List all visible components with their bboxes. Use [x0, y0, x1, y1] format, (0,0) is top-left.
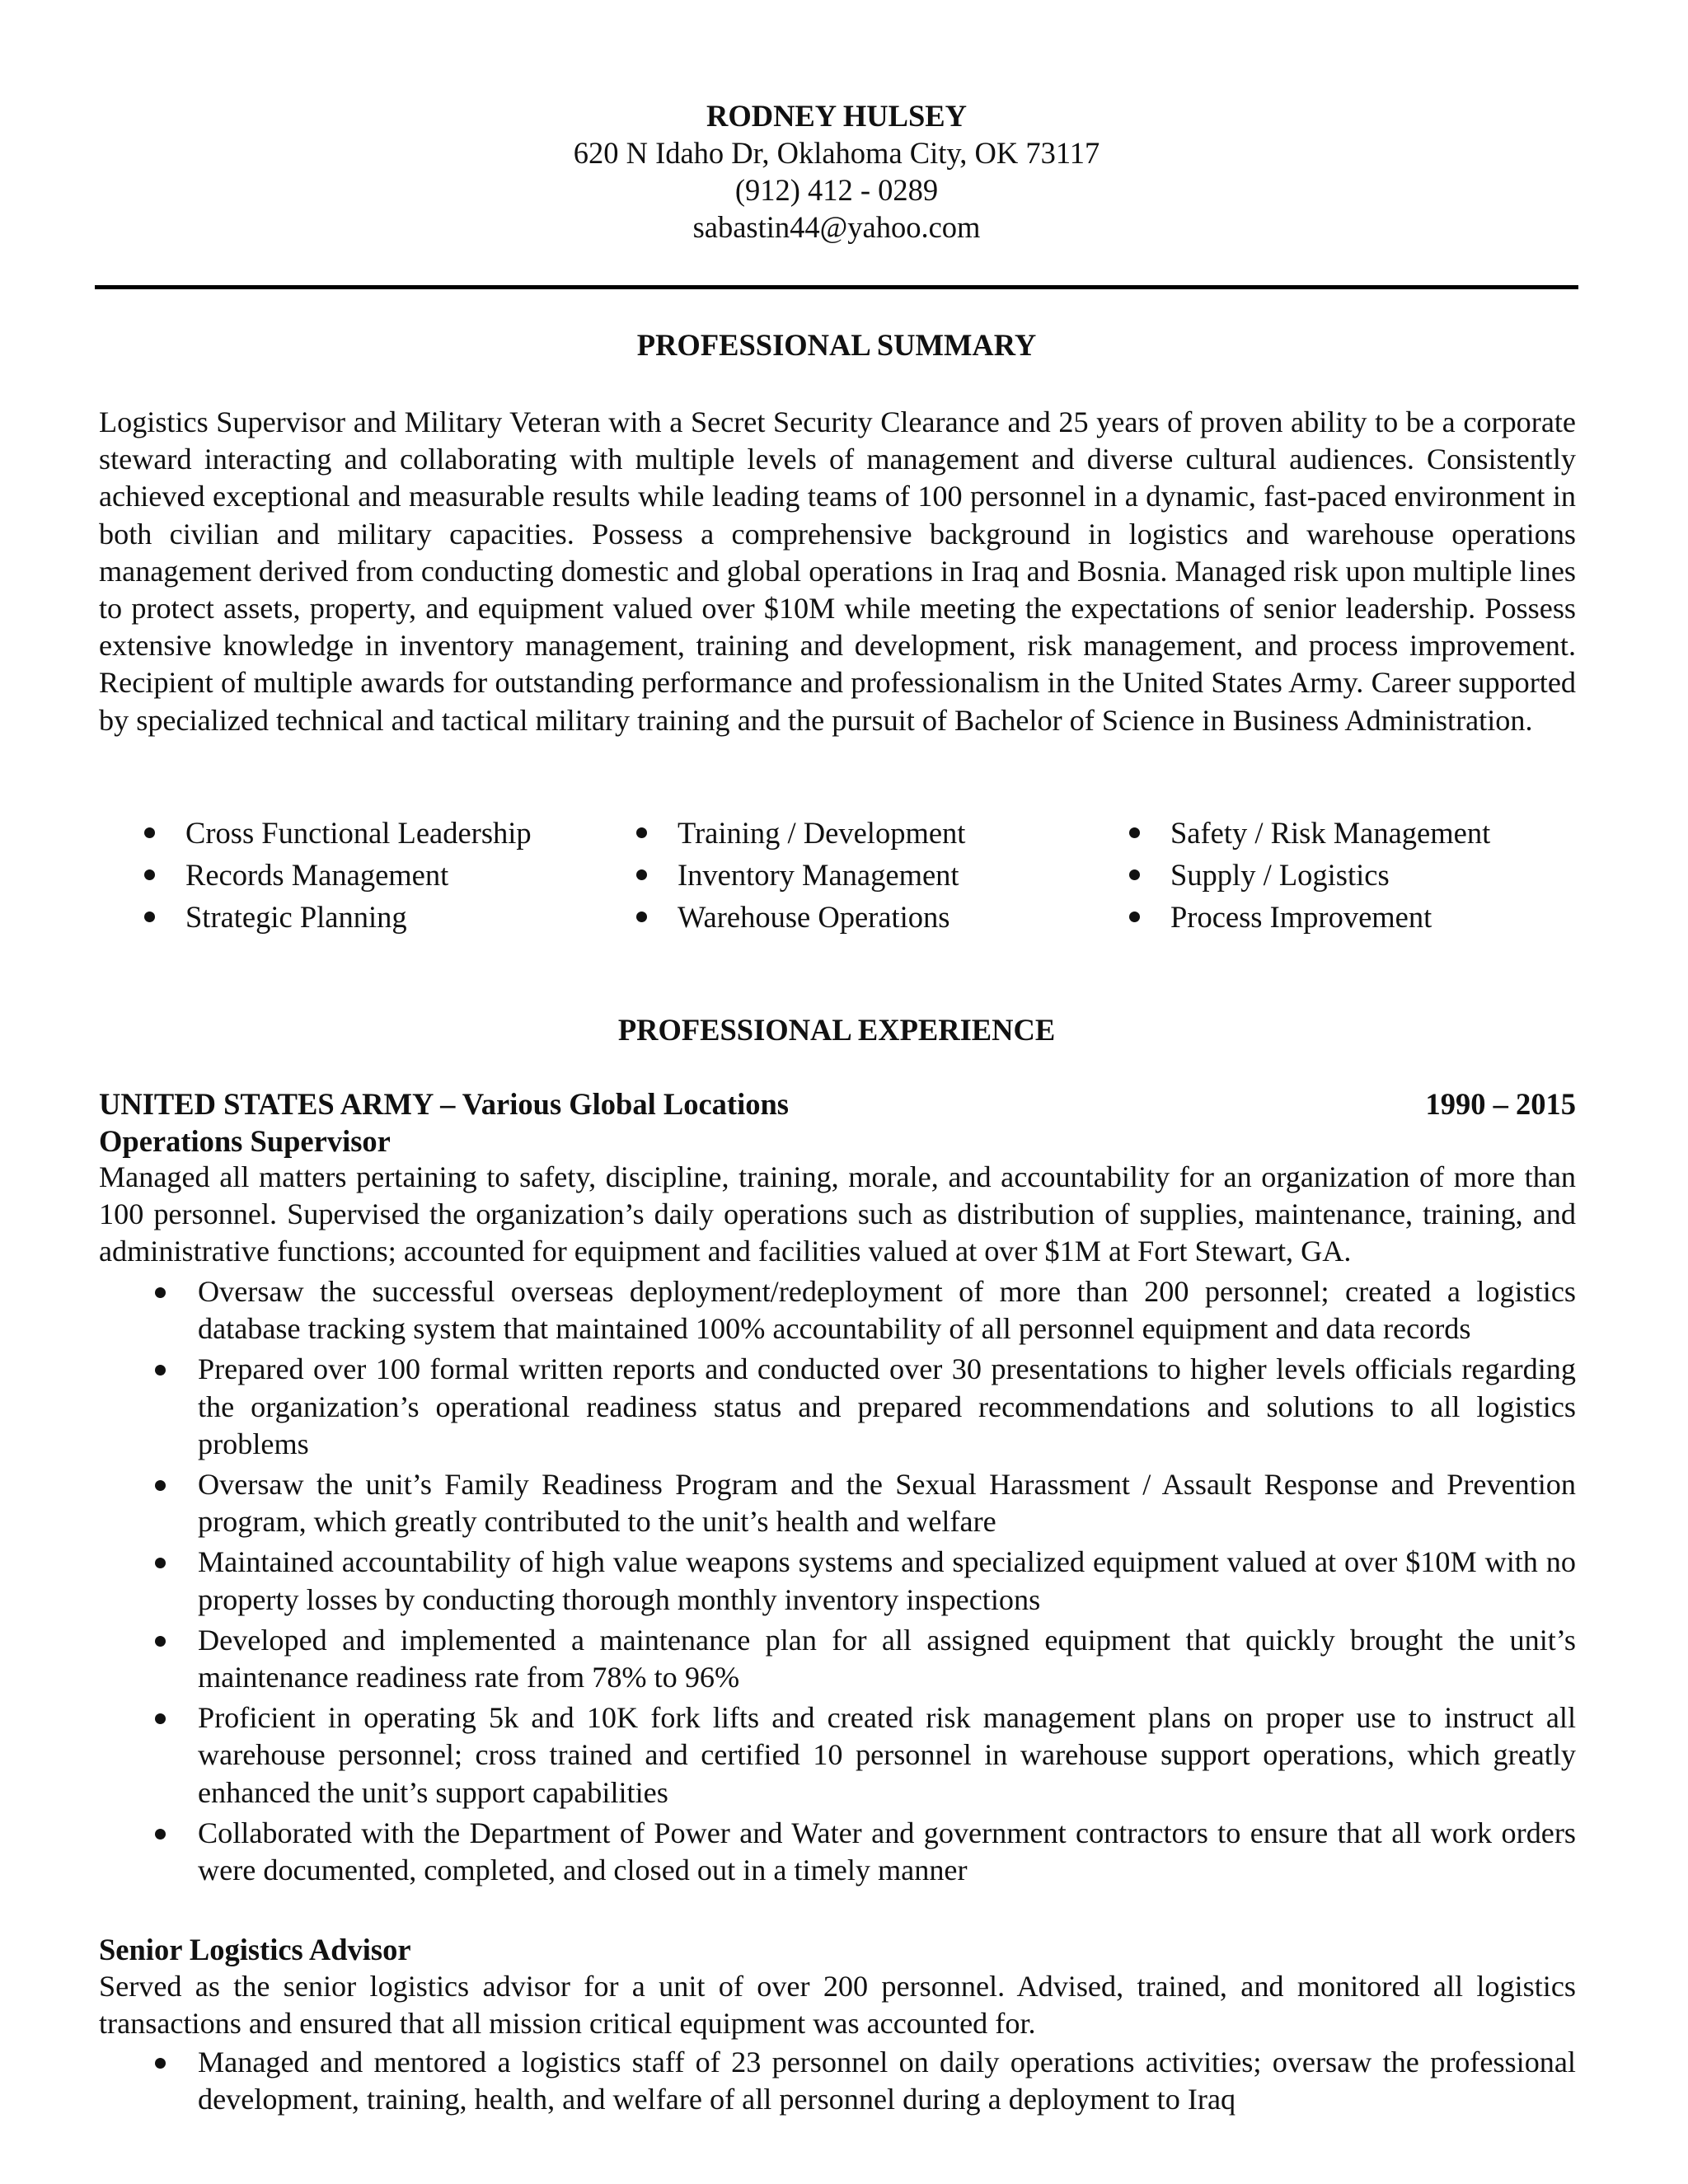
- skill-item: Warehouse Operations: [636, 896, 1129, 938]
- employer-name: UNITED STATES ARMY – Various Global Locations: [99, 1087, 789, 1121]
- address: 620 N Idaho Dr, Oklahoma City, OK 73117: [573, 136, 1100, 170]
- bullet-item: Developed and implemented a maintenance plan for all assigned equipment that quickly brought the unit’s maintenance readiness rate from 78% to 96%: [99, 1622, 1576, 1696]
- skill-item: Process Improvement: [1129, 896, 1545, 938]
- role-description: Served as the senior logistics advisor for a unit of over 200 personnel. Advised, trained, and monitored all logistics transactions and ensured that all mission critical equipment was accounted for.: [99, 1970, 1576, 2041]
- skill-item: Cross Functional Leadership: [144, 812, 636, 854]
- summary-paragraph: Logistics Supervisor and Military Veteran with a Secret Security Clearance and 25 years of proven ability to be a corporate steward interacting and collaborating with multiple levels of management and diverse cultural audiences. Consistently achieved exceptional and measurable results while leading teams of 100 personnel in a dynamic, fast-paced environment in both civilian and military capacities. Possess a comprehensive background in logistics and warehouse operations management derived from conducting domestic and global operations in Iraq and Bosnia. Managed risk upon multiple lines to protect assets, property, and equipment valued over $10M while meeting the expectations of senior leadership. Possess extensive knowledge in inventory management, training and development, risk management, and process improvement. Recipient of multiple awards for outstanding performance and professionalism in the United States Army. Career supported by specialized technical and tactical military training and the pursuit of Bachelor of Science in Business Administration.: [99, 405, 1576, 737]
- summary-heading: PROFESSIONAL SUMMARY: [636, 328, 1037, 362]
- bullet-item: Collaborated with the Department of Power and Water and government contractors to ensure that all work orders were documented, completed, and closed out in a timely manner: [99, 1815, 1576, 1889]
- experience-heading: PROFESSIONAL EXPERIENCE: [617, 1013, 1056, 1047]
- role-title: Senior Logistics Advisor: [99, 1933, 411, 1966]
- role-description: Managed all matters pertaining to safety, discipline, training, morale, and accountability for an organization of more than 100 personnel. Supervised the organization’s daily operations such as distribution of supplies, maintenance, training, and administrative functions; accounted for equipment and facilities valued at over $1M at Fort Stewart, GA.: [99, 1160, 1576, 1268]
- skill-item: Inventory Management: [636, 854, 1129, 896]
- header-divider: [95, 285, 1578, 289]
- bullet-item: Managed and mentored a logistics staff of 23 personnel on daily operations activities; oversaw the professional development, training, health, and welfare of all personnel during a deployment to Iraq: [99, 2044, 1576, 2118]
- phone: (912) 412 - 0289: [734, 173, 939, 207]
- skill-item: Safety / Risk Management: [1129, 812, 1545, 854]
- bullet-item: Oversaw the successful overseas deployment/redeployment of more than 200 personnel; created a logistics database tracking system that maintained 100% accountability of all personnel equipment and data records: [99, 1273, 1576, 1347]
- role-bullets: [99, 2044, 1576, 2121]
- bullet-item: Maintained accountability of high value weapons systems and specialized equipment valued at over $10M with no property losses by conducting thorough monthly inventory inspections: [99, 1544, 1576, 1618]
- role-bullets: [99, 1273, 1576, 1892]
- email: sabastin44@yahoo.com: [692, 210, 981, 244]
- contact-header: [95, 97, 1578, 246]
- skill-item: Strategic Planning: [144, 896, 636, 938]
- candidate-name: RODNEY HULSEY: [706, 99, 968, 133]
- bullet-item: Proficient in operating 5k and 10K fork lifts and created risk management plans on proper use to instruct all warehouse personnel; cross trained and certified 10 personnel in warehouse support operations, which greatly enhanced the unit’s support capabilities: [99, 1699, 1576, 1811]
- bullet-item: Oversaw the unit’s Family Readiness Program and the Sexual Harassment / Assault Response and Prevention program, which greatly contributed to the unit’s health and welfare: [99, 1466, 1576, 1540]
- skills-list: [144, 812, 1545, 938]
- bullet-item: Prepared over 100 formal written reports and conducted over 30 presentations to higher levels officials regarding the organization’s operational readiness status and prepared recommendations and solutions to all logistics problems: [99, 1351, 1576, 1463]
- employer-line: [99, 1085, 1576, 1122]
- role-title: Operations Supervisor: [99, 1124, 391, 1158]
- skill-item: Training / Development: [636, 812, 1129, 854]
- skill-item: Records Management: [144, 854, 636, 896]
- skill-item: Supply / Logistics: [1129, 854, 1545, 896]
- employment-dates: 1990 – 2015: [1425, 1087, 1576, 1121]
